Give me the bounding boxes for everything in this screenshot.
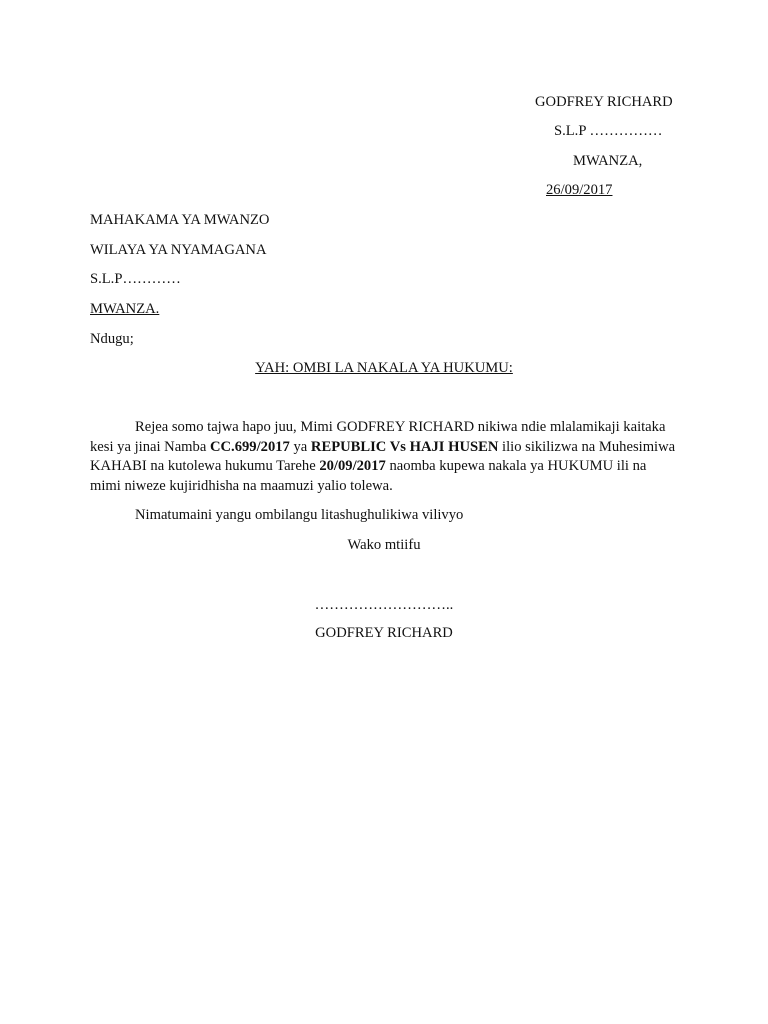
signature-line: ………………………..	[314, 597, 454, 613]
body-paragraph	[90, 418, 676, 496]
sender-name: GODFREY RICHARD	[535, 94, 673, 110]
recipient-box: S.L.P…………	[90, 271, 181, 287]
subject-line: YAH: OMBI LA NAKALA YA HUKUMU:	[255, 360, 513, 376]
body-text-4: naomba kupewa nakala ya HUKUMU ili na mimi niweze kujiridhisha na maamuzi yalio tolewa.	[90, 458, 647, 494]
salutation: Ndugu;	[90, 331, 134, 347]
recipient-city: MWANZA.	[90, 301, 160, 317]
judgment-date: 20/09/2017	[319, 458, 386, 474]
case-title: REPUBLIC Vs HAJI HUSEN	[310, 438, 499, 455]
body-text-1: Rejea somo tajwa hapo juu, Mimi GODFREY RICHARD nikiwa ndie mlalamikaji kaitaka kesi ya jinai Namba	[90, 419, 666, 455]
letter-date: 26/09/2017	[546, 182, 613, 198]
signatory-name: GODFREY RICHARD	[315, 625, 453, 641]
recipient-line1: MAHAKAMA YA MWANZO	[90, 212, 270, 228]
sign-off: Wako mtiifu	[347, 537, 421, 553]
sender-city: MWANZA,	[573, 153, 643, 169]
body-text-2: ya	[289, 438, 311, 455]
body-text-3: ilio sikilizwa na Muhesimiwa KAHABI na kutolewa hukumu Tarehe	[90, 438, 676, 474]
case-number: CC.699/2017	[209, 438, 290, 455]
sender-box: S.L.P ……………	[554, 123, 663, 139]
recipient-line2: WILAYA YA NYAMAGANA	[90, 242, 267, 258]
closing-note: Nimatumaini yangu ombilangu litashughulikiwa vilivyo	[135, 507, 464, 523]
